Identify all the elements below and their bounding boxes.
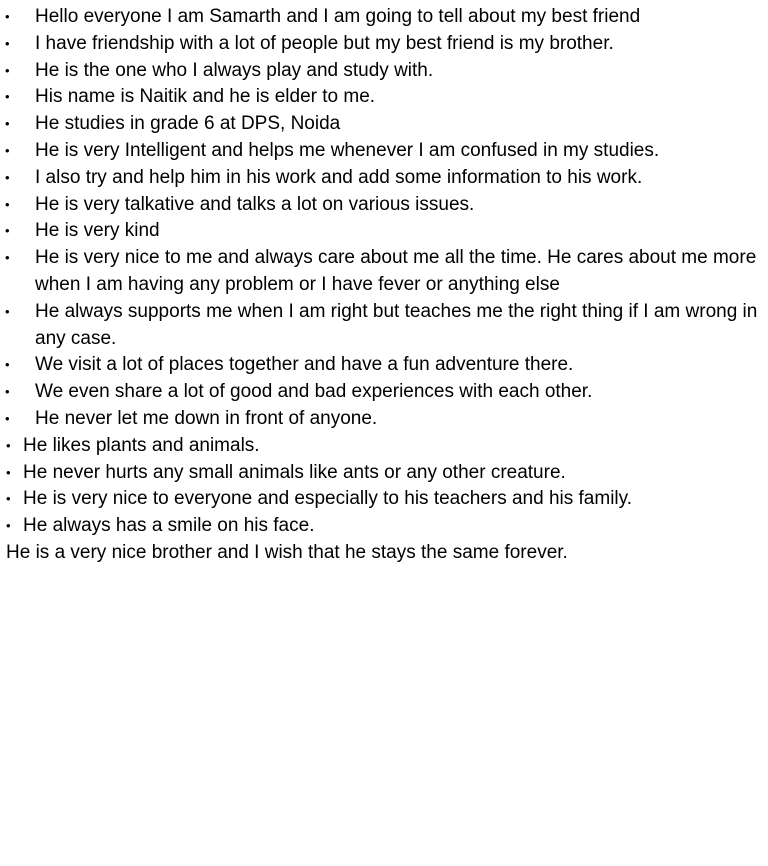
list-item-text: His name is Naitik and he is elder to me. xyxy=(35,86,376,108)
list-item-text: He always supports me when I am right but teaches me the right thing if I am wrong in any case. xyxy=(35,300,758,349)
list-item xyxy=(0,31,768,58)
bullet-icon: • xyxy=(5,35,10,51)
list-item-text: He is very nice to me and always care about me all the time. He cares about me more when I am having any problem or I have fever or anything else xyxy=(35,247,757,295)
bullet-list-secondary xyxy=(0,433,768,540)
list-item-text: He is the one who I always play and study with. xyxy=(35,59,434,81)
bullet-icon: • xyxy=(6,518,11,534)
list-item xyxy=(0,111,768,138)
list-item xyxy=(0,460,768,487)
list-item-text: He is very nice to everyone and especially to his teachers and his family. xyxy=(23,488,633,510)
list-item-text: I also try and help him in his work and add some information to his work. xyxy=(35,166,643,188)
list-item-text: I have friendship with a lot of people but my best friend is my brother. xyxy=(35,32,614,54)
bullet-icon: • xyxy=(6,464,11,480)
bullet-icon: • xyxy=(5,250,10,266)
list-item-text: He is very kind xyxy=(35,220,160,242)
bullet-icon: • xyxy=(5,116,10,132)
bullet-icon: • xyxy=(6,491,11,507)
bullet-icon: • xyxy=(5,410,10,426)
list-item-text: He never hurts any small animals like ants or any other creature. xyxy=(23,461,566,483)
bullet-icon: • xyxy=(5,142,10,158)
list-item-text: Hello everyone I am Samarth and I am going to tell about my best friend xyxy=(35,6,641,27)
list-item-text: He likes plants and animals. xyxy=(23,434,260,456)
bullet-icon: • xyxy=(5,169,10,185)
list-item xyxy=(0,433,768,460)
list-item-text: We visit a lot of places together and have a fun adventure there. xyxy=(35,354,574,376)
list-item xyxy=(0,379,768,406)
list-item xyxy=(0,138,768,165)
list-item xyxy=(0,165,768,192)
list-item-text: He never let me down in front of anyone. xyxy=(35,407,378,429)
list-item-text: He studies in grade 6 at DPS, Noida xyxy=(35,113,341,135)
list-item xyxy=(0,352,768,379)
list-item xyxy=(0,406,768,433)
bullet-icon: • xyxy=(5,303,10,319)
list-item xyxy=(0,299,768,353)
bullet-icon: • xyxy=(5,223,10,239)
bullet-icon: • xyxy=(6,437,11,453)
list-item xyxy=(0,84,768,111)
list-item-text: He is very Intelligent and helps me whenever I am confused in my studies. xyxy=(35,139,660,161)
bullet-list-primary xyxy=(0,4,768,433)
list-item xyxy=(0,486,768,513)
bullet-icon: • xyxy=(5,62,10,78)
bullet-icon: • xyxy=(5,384,10,400)
list-item xyxy=(0,58,768,85)
closing-sentence: He is a very nice brother and I wish that he stays the same forever. xyxy=(6,541,568,563)
bullet-icon: • xyxy=(5,357,10,373)
list-item-text: We even share a lot of good and bad experiences with each other. xyxy=(35,381,593,403)
list-item xyxy=(0,513,768,540)
bullet-icon: • xyxy=(5,9,10,24)
list-item xyxy=(0,245,768,299)
list-item-text: He is very talkative and talks a lot on various issues. xyxy=(35,193,475,215)
list-item-text: He always has a smile on his face. xyxy=(23,515,315,537)
list-item xyxy=(0,4,768,31)
document-body xyxy=(0,4,768,567)
bullet-icon: • xyxy=(5,196,10,212)
list-item xyxy=(0,192,768,219)
bullet-icon: • xyxy=(5,89,10,105)
list-item xyxy=(0,218,768,245)
